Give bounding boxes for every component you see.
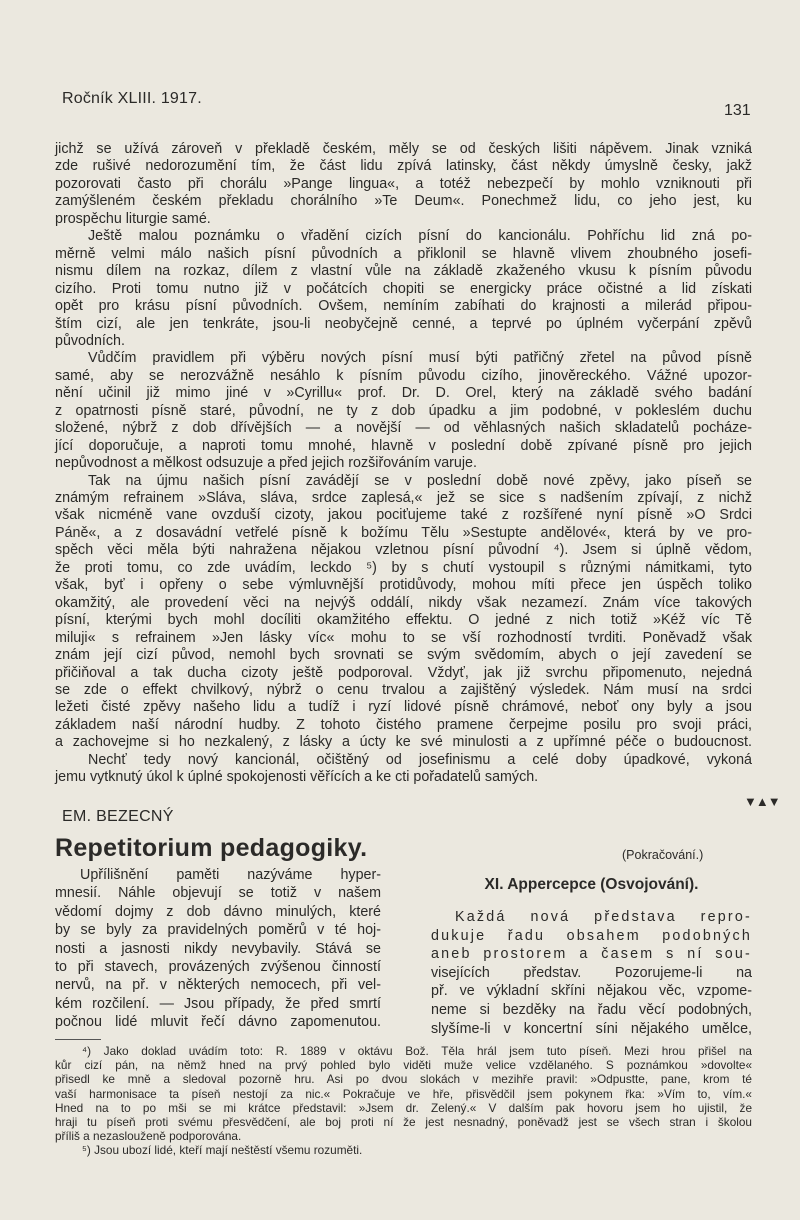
text-line: Ještě malou poznámku o vřadění cizích písní do kancionálu. Pohříchu lid zná po- (88, 228, 752, 245)
text-line: přičiňoval a tak ducha cizoty ještě podporoval. Vždyť, jak již svrchu připomenuto, nejedná (55, 664, 752, 681)
text-line: zamýšleném českém překladu chorálního »Te Deum«. Ponechmež lidu, co jeho jest, ku (55, 193, 752, 210)
text-line: počnou lidé mluvit řečí dávno zapomenutou. (55, 1014, 381, 1031)
text-line: ⁴) Jako doklad uvádím toto: R. 1889 v oktávu Bož. Těla hrál jsem tuto píseň. Mezi hrou přišel na (82, 1044, 752, 1058)
text-line: ležeti čisté zpěvy našeho lidu a tudíž i ryzí lidové písně chrámové, neboť ony byly a jsou (55, 699, 752, 716)
article-title: Repetitorium pedagogiky. (55, 834, 368, 862)
running-head: Ročník XLIII. 1917. (62, 90, 202, 107)
text-line: kůr cizí pán, na němž hned na prvý pohled bylo viděti muže velice vzdělaného. S poznámkou »dovolte« (55, 1058, 752, 1073)
text-line: to při stavech, provázených zvýšenou činností (55, 959, 381, 975)
text-line: však nicméně vane ovzduší cizoty, jakou pociťujeme také z rozšířené nyní písně »O Srdci (55, 507, 752, 524)
text-line: hraji tu píseň proti svému přesvědčení, ale boj proti ní že jest nesnadný, poněvadž jest se všech stran i školou (55, 1115, 752, 1129)
text-line: původních. (55, 332, 125, 349)
text-line: cizího. Proti tomu nutno již v počátcích chopiti se energicky práce očistné a lid získati (55, 280, 752, 297)
text-line: Každá nová představa repro- (455, 909, 752, 925)
text-line: však, byť i opřeny o sebe výmluvnější protidůvody, mohou míti přece jen úspěch toliko (55, 577, 752, 594)
article-author: EM. BEZECNÝ (62, 808, 174, 825)
text-line: pozorovati často při chorálu »Pange lingua«, a totéž nebezpečí by mohlo vzniknouti při (55, 175, 752, 192)
text-line: nepůvodnost a mělkost odsuzuje a před jejich rozšiřováním varuje. (55, 455, 477, 472)
text-line: znám její cizí původ, nemohl bych srovnati se svým svědomím, abych o její zavedení se (55, 647, 752, 664)
text-line: visejících představ. Pozorujeme-li na (431, 964, 752, 981)
text-line: Nechť tedy nový kancionál, očištěný od josefinismu a celé doby úpadkové, vykoná (88, 751, 752, 768)
text-line: příliš a nezaslouženě podporována. (55, 1129, 242, 1144)
text-line: jemu vytknutý úkol k úplné spokojenosti věřících a ke cti pořadatelů samých. (55, 769, 539, 786)
text-line: nosti a jasnosti nikdy nevybavily. Stává se (55, 940, 381, 957)
section-heading: XI. Appercepce (Osvojování). (484, 876, 699, 893)
text-line: a zachovejme si ho nezkalený, z lásky a úcty ke své minulosti a z upřímné péče o budoucnost. (55, 734, 752, 751)
text-line: Vůdčím pravidlem při výběru nových písní musí býti patřičný zřetel na původ písně (88, 350, 752, 367)
page-number: 131 (724, 102, 751, 119)
text-line: dukuje řadu obsahem podobných (431, 927, 752, 944)
text-line: Tak na újmu našich písní zavádějí se v poslední době nové zpěvy, jako píseň se (88, 472, 752, 489)
text-line: známým refrainem »Sláva, sláva, srdce zaplesá,« jež se sice s nadšením zpívají, z nichž (55, 490, 752, 506)
text-line: nervů, na př. v některých nemocech, při vel- (55, 977, 381, 994)
text-line: zde rušivé nedorozumění tím, že část lidu zpívá latinsky, část někdy úmyslně česky, jakž (55, 158, 752, 175)
text-line: složené, nýbrž z dob dřívějších — a novější — od věhlasných našich skladatelů pocháze- (55, 420, 752, 437)
text-line: neme si bezděky na řadu věcí podobných, (431, 1002, 752, 1018)
text-line: měrně velmi málo našich písní původních a přiklonil se hlavně vlivem zhoubného josefi- (55, 245, 752, 262)
text-line: prospěchu liturgie samé. (55, 210, 211, 227)
text-line: opět pro krásu písní původních. Ovšem, nemíním zabíhati do krajnosti a milerád připou- (55, 298, 752, 315)
text-line: přisedl ke mně a sledoval pozorně hru. Asi po dvou slokách v mezihře pravil: »Odpustte, pane, krom té (55, 1072, 752, 1087)
text-line: vaší harmonisace ta píseň nestojí za nic.« Pokračuje ve hře, přisvědčil jsem pokynem řka: »Vím to, vím.« (55, 1086, 752, 1101)
text-line: nění učinil již mimo jiné v »Cyrillu« prof. Dr. D. Orel, který na základě svého badání (55, 385, 752, 402)
text-line: Hned na to po mši se mi krátce představil: »Jsem dr. Zelený.« V dalším pak hovoru jsem ho ujistil, že (55, 1100, 752, 1115)
text-line: se zde o effekt chvilkový, nýbrž o cenu trvalou a zajištěný výsledek. Nám musí na srdci (55, 681, 752, 698)
text-line: vědomí dojmy z dob dávno minulých, které (55, 903, 381, 920)
text-line: by se byly za pravidelných poměrů v té hoj- (55, 922, 381, 939)
text-line: samé, aby se nerozvážně nesáhlo k písním původu cizího, jinověreckého. Vážné upozor- (55, 367, 752, 384)
text-line: Upřílišnění paměti nazýváme hyper- (80, 867, 381, 883)
text-line: okamžitý, ale provedení věci na nejvýš oddálí, nikdy však nezamezí. Znám více takových (55, 594, 752, 611)
text-line: kém rozčilení. — Jsou případy, že před smrtí (55, 995, 381, 1012)
text-line: ⁵) Jsou ubozí lidé, kteří mají neštěstí všemu rozuměti. (82, 1143, 363, 1158)
continuation-note: (Pokračování.) (622, 848, 704, 862)
ornament-divider: ▼▲▼ (744, 794, 780, 809)
text-line: písní, kterými bych mohl docíliti okamžitého effektu. O jedné z nich totiž »Kéž víc Tě (55, 612, 752, 629)
text-line: že proti tomu, co zde uvádím, leckdo ⁵) by s chutí vystoupil s různými námitkami, tyto (55, 559, 752, 576)
text-line: př. ve výkladní skříni nějakou věc, vzpome- (431, 983, 752, 1000)
text-line: jící doporučuje, a naproti tomu mnohé, hlavně v poslední době zpívané písně pro jejich (55, 437, 752, 454)
text-line: Páně«, a z dosavádní vetřelé písně k božímu Tělu »Sestupte andělové«, která by ve pro- (55, 524, 752, 541)
text-line: spěch věci měla býti nahražena nějakou vzletnou písní původní ⁴). Jsem si úplně vědom, (55, 542, 752, 559)
text-line: mnesií. Náhle objevují se totiž v našem (55, 885, 381, 902)
text-line: základem naší národní hudby. Z tohoto čistého pramene čerpejme posilu pro svoji práci, (55, 716, 752, 733)
text-line: nismu dílem na rozkaz, dílem z vlastní vůle na základě zkaženého vkusu k písním původu (55, 263, 752, 280)
footnote-rule (55, 1039, 101, 1040)
text-line: štím cizí, ale jen tenkráte, jsou-li neobyčejně cenné, a teprvé po úplném vyčerpání zpěvů (55, 315, 752, 332)
text-line: aneb prostorem a časem s ní sou- (431, 946, 752, 963)
text-line: z opatrnosti písně staré, původní, ne ty z dob úpadku a jim podobné, v pokleslém duchu (55, 402, 752, 419)
text-line: miluji« s refrainem »Jen lásky víc« mohu to se vší rozhodností tvrditi. Poněvadž však (55, 629, 752, 646)
text-line: jichž se užívá zároveň v překladě českém, měly se od českých lišiti nápěvem. Jinak vzniká (55, 141, 752, 157)
text-line: slyšíme-li v koncertní síni nějakého umělce, (431, 1020, 752, 1037)
